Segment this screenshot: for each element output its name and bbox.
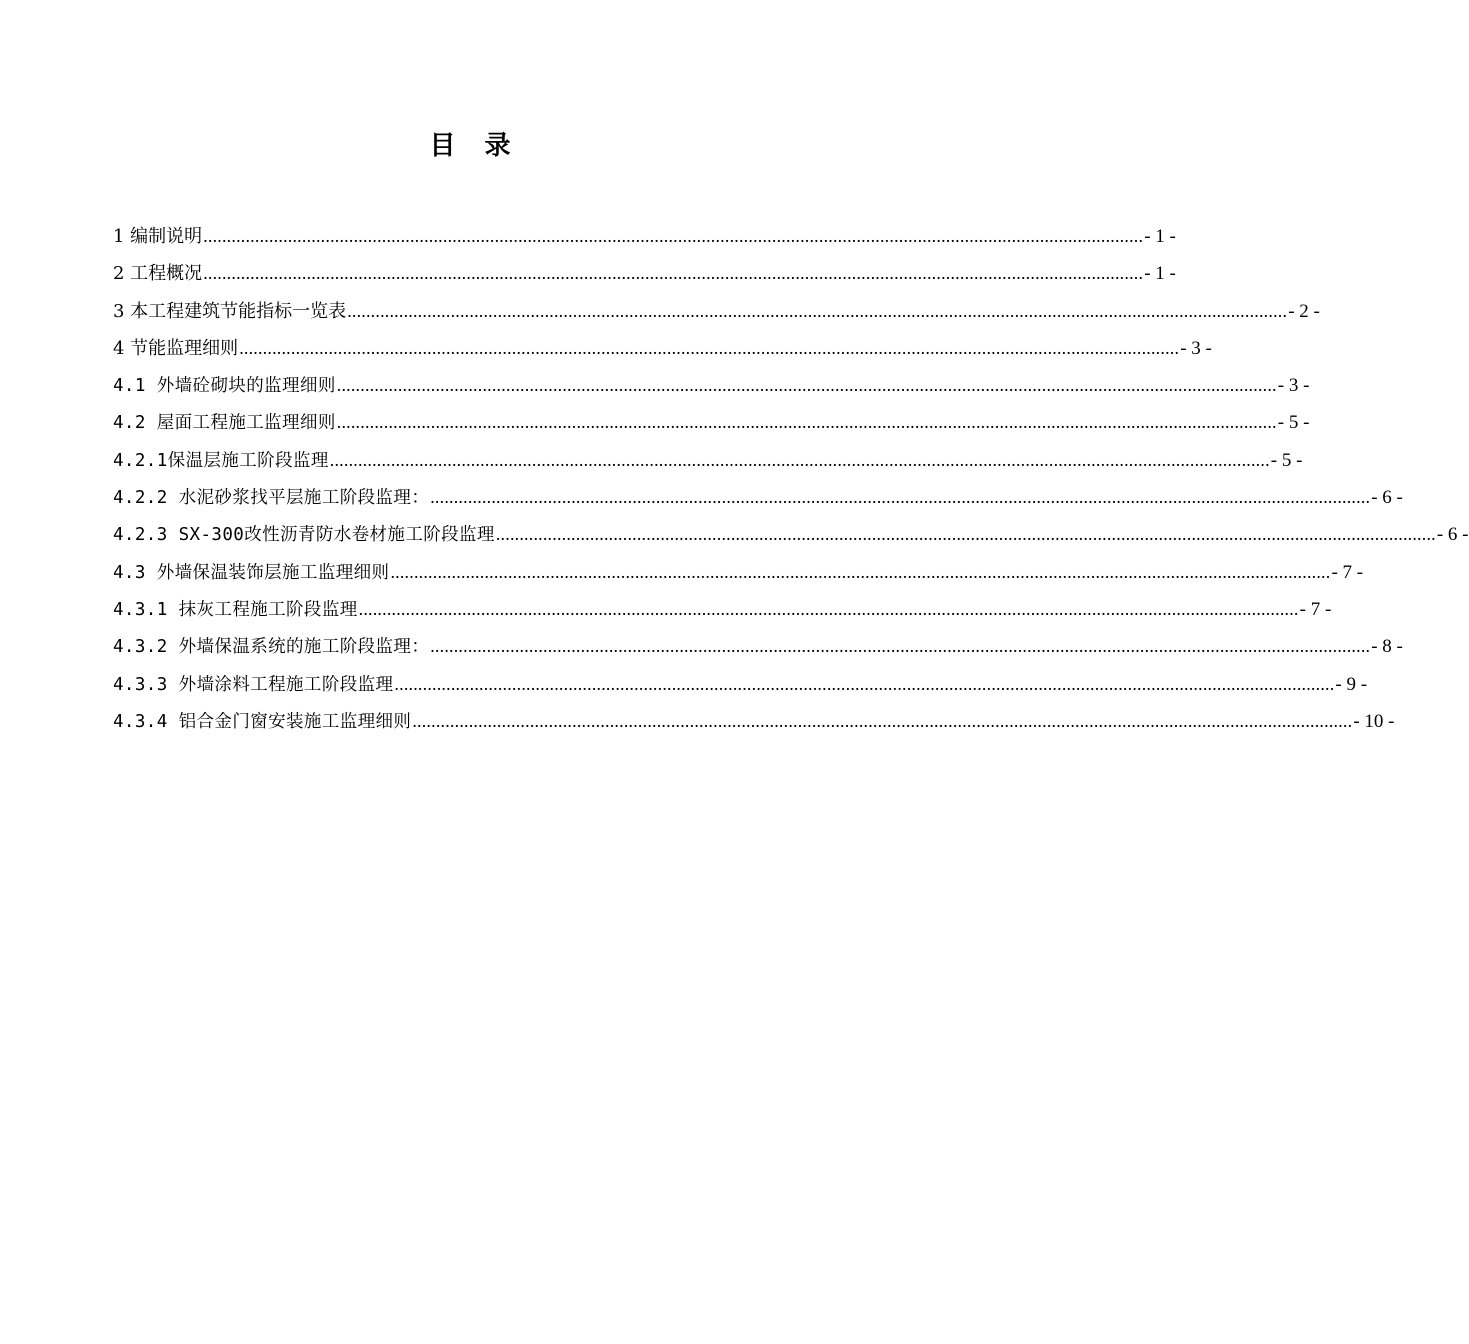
toc-entry-label: 4.2 屋面工程施工监理细则 bbox=[113, 413, 336, 434]
toc-page-number: - 9 - bbox=[1335, 673, 1368, 695]
toc-dot-leader: ........................................................................................................................................................................................................ bbox=[203, 226, 1144, 246]
toc-dot-leader: ........................................................................................................................................................................................................ bbox=[347, 300, 1288, 321]
toc-entry[interactable] bbox=[113, 628, 1403, 665]
toc-page-number: - 1 - bbox=[1144, 263, 1176, 285]
toc-entry-label: 4.1 外墙砼砌块的监理细则 bbox=[113, 376, 336, 397]
toc-entry[interactable] bbox=[113, 404, 1310, 441]
toc-entry[interactable] bbox=[113, 554, 1364, 591]
toc-page-number: - 6 - bbox=[1436, 524, 1469, 546]
toc-page-number: - 2 - bbox=[1288, 300, 1320, 322]
toc-entry[interactable] bbox=[113, 293, 1320, 330]
toc-dot-leader: ........................................................................................................................................................................................................ bbox=[336, 412, 1277, 433]
toc-page-number: - 8 - bbox=[1371, 636, 1403, 658]
toc-dot-leader: ........................................................................................................................................................................................................ bbox=[412, 710, 1353, 731]
toc-page-number: - 10 - bbox=[1353, 710, 1395, 732]
table-of-contents bbox=[113, 218, 1469, 740]
toc-page-number: - 1 - bbox=[1144, 226, 1176, 247]
toc-entry-label: 4.3.4 铝合金门窗安装施工监理细则 bbox=[113, 711, 412, 732]
toc-entry[interactable] bbox=[113, 591, 1332, 628]
toc-dot-leader: ........................................................................................................................................................................................................ bbox=[430, 487, 1371, 508]
toc-dot-leader: ........................................................................................................................................................................................................ bbox=[329, 449, 1270, 470]
toc-entry[interactable] bbox=[113, 218, 1176, 255]
toc-page-number: - 3 - bbox=[1277, 375, 1310, 397]
toc-dot-leader: ........................................................................................................................................................................................................ bbox=[390, 561, 1331, 582]
toc-entry-label: 4.2.3 SX-300改性沥青防水卷材施工阶段监理 bbox=[113, 525, 495, 546]
toc-page-number: - 7 - bbox=[1299, 598, 1332, 620]
toc-dot-leader: ........................................................................................................................................................................................................ bbox=[495, 524, 1436, 545]
toc-entry[interactable] bbox=[113, 442, 1303, 479]
toc-entry[interactable] bbox=[113, 255, 1176, 292]
toc-entry-label: 4.3 外墙保温装饰层施工监理细则 bbox=[113, 562, 390, 583]
toc-dot-leader: ........................................................................................................................................................................................................ bbox=[358, 598, 1299, 619]
toc-page-number: - 3 - bbox=[1180, 337, 1212, 359]
toc-entry-label: 4.3.1 抹灰工程施工阶段监理 bbox=[113, 599, 358, 620]
toc-dot-leader: ........................................................................................................................................................................................................ bbox=[203, 263, 1144, 284]
toc-entry-label: 1 编制说明 bbox=[113, 226, 203, 247]
toc-dot-leader: ........................................................................................................................................................................................................ bbox=[239, 337, 1180, 358]
toc-entry[interactable] bbox=[113, 703, 1395, 740]
toc-entry[interactable] bbox=[113, 516, 1469, 553]
toc-entry[interactable] bbox=[113, 479, 1403, 516]
toc-page-number: - 6 - bbox=[1371, 487, 1403, 509]
toc-page-number: - 7 - bbox=[1331, 561, 1364, 583]
page-title: 目 录 bbox=[429, 131, 521, 161]
toc-entry-label: 2 工程概况 bbox=[113, 263, 203, 285]
toc-entry[interactable] bbox=[113, 367, 1310, 404]
toc-entry[interactable] bbox=[113, 330, 1212, 367]
toc-entry-label: 4.3.2 外墙保温系统的施工阶段监理： bbox=[113, 637, 430, 658]
toc-entry-label: 4.2.2 水泥砂浆找平层施工阶段监理： bbox=[113, 488, 430, 509]
toc-entry-label: 3 本工程建筑节能指标一览表 bbox=[113, 300, 347, 322]
toc-entry-label: 4.3.3 外墙涂料工程施工阶段监理 bbox=[113, 674, 394, 695]
toc-entry[interactable] bbox=[113, 666, 1368, 703]
toc-page-number: - 5 - bbox=[1277, 412, 1310, 434]
toc-page-number: - 5 - bbox=[1270, 449, 1303, 471]
toc-dot-leader: ........................................................................................................................................................................................................ bbox=[394, 673, 1335, 694]
toc-entry-label: 4 节能监理细则 bbox=[113, 337, 239, 359]
toc-dot-leader: ........................................................................................................................................................................................................ bbox=[430, 636, 1371, 657]
toc-entry-label: 4.2.1保温层施工阶段监理 bbox=[113, 450, 329, 471]
toc-dot-leader: ........................................................................................................................................................................................................ bbox=[336, 375, 1277, 396]
